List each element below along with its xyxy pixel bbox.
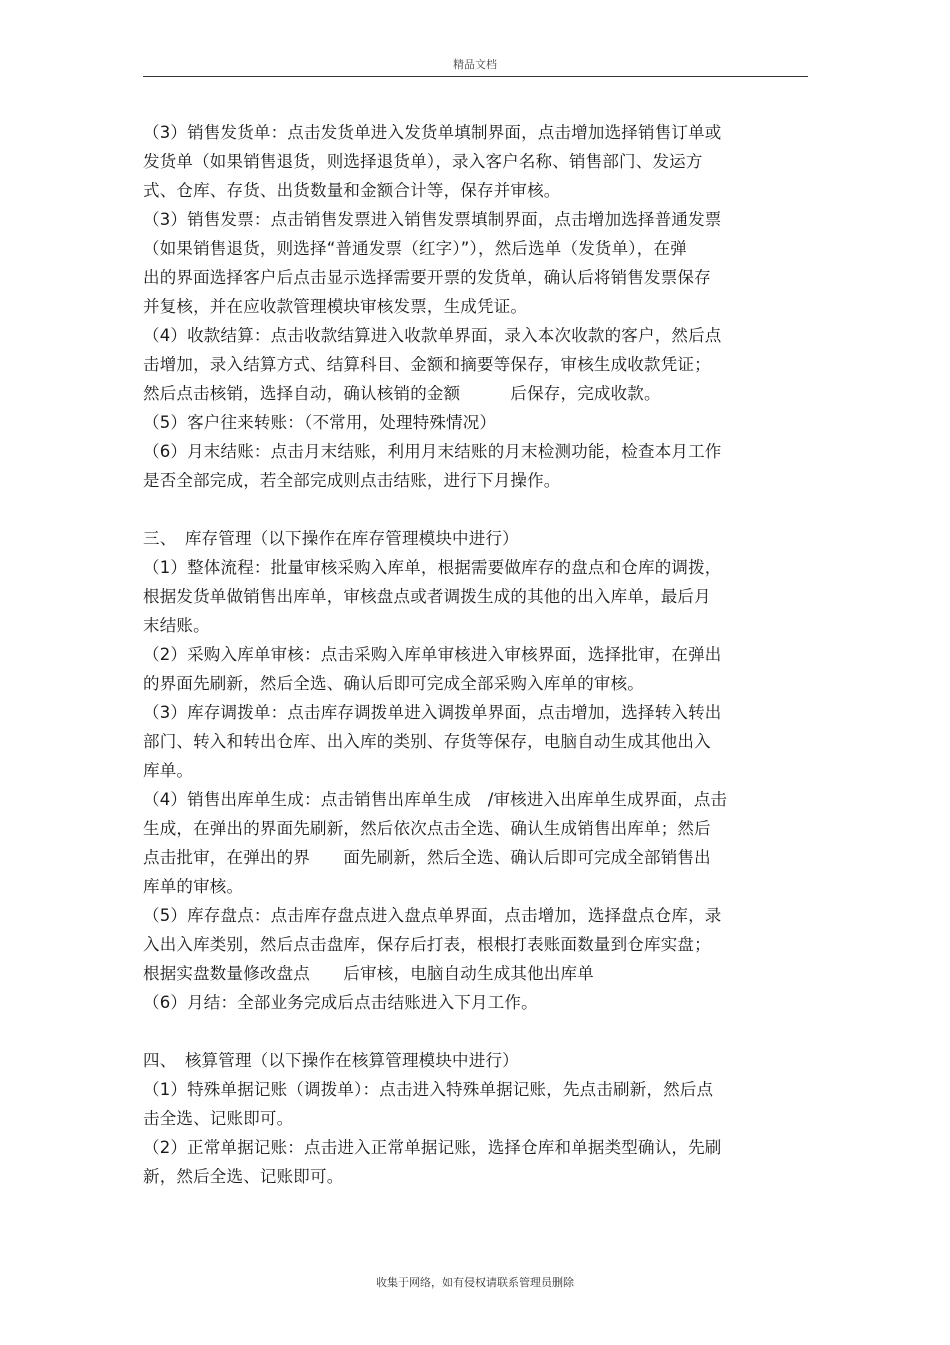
text-line: （1）特殊单据记账（调拨单）：点击进入特殊单据记账，先点击刷新，然后点 [143, 1080, 714, 1099]
text-line: 新，然后全选、记账即可。 [143, 1167, 344, 1186]
text-line: 四、 核算管理（以下操作在核算管理模块中进行） [143, 1051, 519, 1070]
text-line: 库单。 [143, 761, 194, 780]
text-line: （1）整体流程：批量审核采购入库单，根据需要做库存的盘点和仓库的调拨， [143, 558, 722, 577]
page-footer: 收集于网络，如有侵权请联系管理员删除 [376, 1276, 574, 1289]
text-line: 的界面先刷新，然后全选、确认后即可完成全部采购入库单的审核。 [143, 674, 644, 693]
document-body [143, 118, 783, 1191]
text-line: 式、仓库、存货、出货数量和金额合计等，保存并审核。 [143, 181, 561, 200]
text-line: （3）销售发票：点击销售发票进入销售发票填制界面，点击增加选择普通发票 [143, 210, 722, 229]
page-header: 精品文档 [453, 58, 497, 71]
text-line: （5）库存盘点：点击库存盘点进入盘点单界面，点击增加，选择盘点仓库，录 [143, 906, 722, 925]
text-line: 末结账。 [143, 616, 210, 635]
text-line: 生成，在弹出的界面先刷新，然后依次点击全选、确认生成销售出库单；然后 [143, 819, 711, 838]
text-line: 点击批审，在弹出的界 面先刷新，然后全选、确认后即可完成全部销售出 [143, 848, 711, 867]
text-line: 击增加，录入结算方式、结算科目、金额和摘要等保存，审核生成收款凭证； [143, 355, 711, 374]
text-line: 击全选、记账即可。 [143, 1109, 294, 1128]
text-line: 发货单（如果销售退货，则选择退货单），录入客户名称、销售部门、发运方 [143, 152, 703, 171]
blank-line [143, 1017, 783, 1046]
text-line: （2）正常单据记账：点击进入正常单据记账，选择仓库和单据类型确认，先刷 [143, 1138, 722, 1157]
text-line: （4）销售出库单生成：点击销售出库单生成 /审核进入出库单生成界面，点击 [143, 790, 728, 809]
text-line: （5）客户往来转账：（不常用，处理特殊情况） [143, 413, 497, 432]
text-line: 然后点击核销，选择自动，确认核销的金额 后保存，完成收款。 [143, 384, 661, 403]
text-line: 入出入库类别，然后点击盘库，保存后打表，根根打表账面数量到仓库实盘； [143, 935, 711, 954]
text-line: （2）采购入库单审核：点击采购入库单审核进入审核界面，选择批审，在弹出 [143, 645, 722, 664]
text-line: 库单的审核。 [143, 877, 244, 896]
text-line: 根据实盘数量修改盘点 后审核，电脑自动生成其他出库单 [143, 964, 594, 983]
text-line: （6）月结：全部业务完成后点击结账进入下月工作。 [143, 993, 538, 1012]
text-line: （如果销售退货，则选择“普通发票（红字）”），然后选单（发货单），在弹 [143, 239, 687, 258]
text-line: （3）销售发货单：点击发货单进入发货单填制界面，点击增加选择销售订单或 [143, 123, 722, 142]
text-line: 是否全部完成，若全部完成则点击结账，进行下月操作。 [143, 471, 561, 490]
text-line: 部门、转入和转出仓库、出入库的类别、存货等保存，电脑自动生成其他出入 [143, 732, 711, 751]
text-line: 出的界面选择客户后点击显示选择需要开票的发货单，确认后将销售发票保存 [143, 268, 711, 287]
blank-line [143, 495, 783, 524]
text-line: 并复核，并在应收款管理模块审核发票，生成凭证。 [143, 297, 528, 316]
text-line: （3）库存调拨单：点击库存调拨单进入调拨单界面，点击增加，选择转入转出 [143, 703, 722, 722]
header-divider [143, 76, 808, 77]
text-line: 根据发货单做销售出库单，审核盘点或者调拨生成的其他的出入库单，最后月 [143, 587, 711, 606]
text-line: 三、 库存管理（以下操作在库存管理模块中进行） [143, 529, 519, 548]
text-line: （6）月末结账：点击月末结账，利用月末结账的月末检测功能，检查本月工作 [143, 442, 722, 461]
text-line: （4）收款结算：点击收款结算进入收款单界面，录入本次收款的客户，然后点 [143, 326, 722, 345]
